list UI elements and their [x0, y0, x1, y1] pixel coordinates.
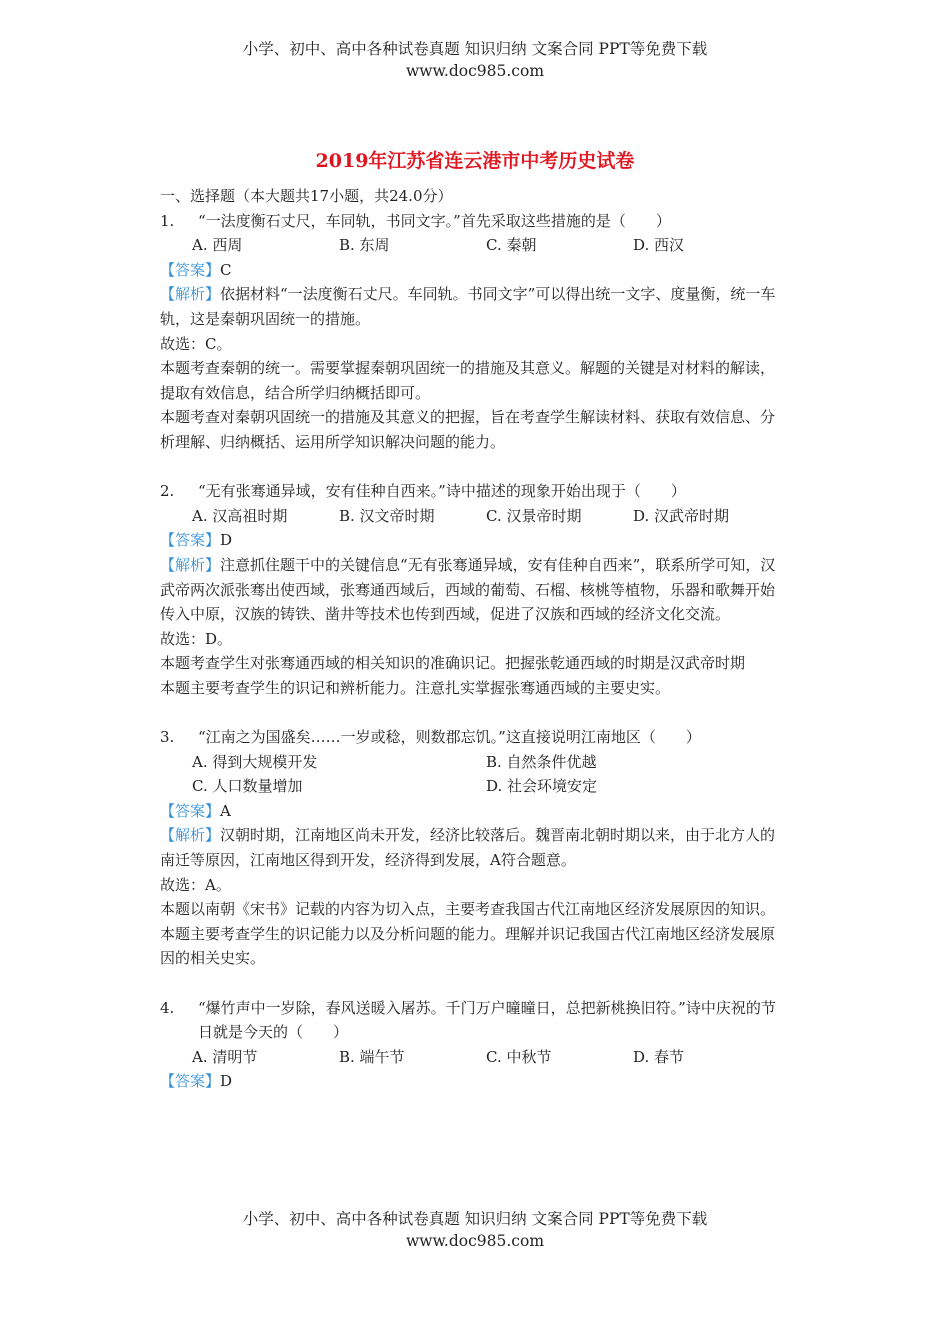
- option-a: A. 得到大规模开发: [192, 752, 318, 771]
- page-footer: [0, 1208, 950, 1252]
- page-title: 2019年江苏省连云港市中考历史试卷: [315, 150, 635, 172]
- question-3-stem: [160, 725, 780, 750]
- question-3-note-1: 本题以南朝《宋书》记载的内容为切入点，主要考查我国古代江南地区经济发展原因的知识。: [160, 900, 776, 919]
- option-c: C. 秦朝: [486, 236, 537, 255]
- option-c: C. 汉景帝时期: [486, 506, 582, 525]
- question-2-note-1: 本题考查学生对张骞通西域的相关知识的准确识记。把握张乾通西域的时期是汉武帝时期: [160, 654, 746, 673]
- option-b: B. 东周: [339, 236, 390, 255]
- question-2-answer: [160, 528, 780, 553]
- analysis-text: 注意抓住题干中的关键信息“无有张骞通异域，安有佳种自西来”，联系所学可知，汉武帝两次派张骞出使西域，张骞通西域后，西域的葡萄、石榴、核桃等植物，乐器和歌舞开始传入中原，汉族的铸铁、凿井等技术也传到西域，促进了汉族和西域的经济文化交流。: [160, 555, 776, 624]
- question-1-stem: [160, 209, 780, 234]
- option-b: B. 自然条件优越: [486, 752, 597, 771]
- question-1-analysis: [160, 282, 780, 331]
- question-3-choice: 故选：A。: [160, 875, 231, 894]
- question-3-options-row-2: [160, 774, 780, 799]
- question-4-answer: [160, 1069, 780, 1094]
- option-d: D. 春节: [633, 1047, 685, 1066]
- header-line-1: 小学、初中、高中各种试卷真题 知识归纳 文案合同 PPT等免费下载: [242, 40, 708, 58]
- question-text: “一法度衡石丈尺，车同轨，书同文字。”首先采取这些措施的是（ ）: [198, 211, 671, 230]
- option-a: A. 西周: [192, 236, 243, 255]
- exam-content: [160, 184, 780, 1094]
- analysis-label: 【解析】: [160, 826, 221, 845]
- question-4-options: [160, 1045, 780, 1070]
- spacer: [160, 700, 780, 725]
- answer-value: C: [220, 260, 232, 279]
- question-1-note-1: 本题考查秦朝的统一。需要掌握秦朝巩固统一的措施及其意义。解题的关键是对材料的解读，提取有效信息，结合所学归纳概括即可。: [160, 359, 776, 402]
- section-heading: 一、选择题（本大题共17小题，共24.0分）: [160, 187, 453, 205]
- question-number: 4.: [160, 998, 175, 1017]
- question-2-stem: [160, 479, 780, 504]
- answer-value: A: [220, 801, 231, 820]
- page-header: [0, 38, 950, 82]
- option-d: D. 西汉: [633, 236, 685, 255]
- analysis-label: 【解析】: [160, 555, 221, 574]
- question-number: 1.: [160, 211, 175, 230]
- spacer: [160, 455, 780, 480]
- analysis-label: 【解析】: [160, 285, 221, 304]
- answer-value: D: [220, 1072, 233, 1091]
- footer-line-1: 小学、初中、高中各种试卷真题 知识归纳 文案合同 PPT等免费下载: [242, 1210, 708, 1228]
- question-4-stem: [160, 996, 780, 1045]
- footer-url: www.doc985.com: [405, 1232, 545, 1250]
- question-1-answer: [160, 258, 780, 283]
- answer-label: 【答案】: [160, 1072, 221, 1091]
- option-b: B. 汉文帝时期: [339, 506, 435, 525]
- question-3-answer: [160, 799, 780, 824]
- option-a: A. 汉高祖时期: [192, 506, 288, 525]
- option-b: B. 端午节: [339, 1047, 405, 1066]
- question-3-options-row-1: [160, 750, 780, 775]
- question-2-choice: 故选：D。: [160, 629, 233, 648]
- analysis-text: 依据材料“一法度衡石丈尺。车同轨。书同文字”可以得出统一文字、度量衡，统一车轨，这是秦朝巩固统一的措施。: [160, 285, 776, 328]
- question-3-note-2: 本题主要考查学生的识记能力以及分析问题的能力。理解并识记我国古代江南地区经济发展原因的相关史实。: [160, 924, 776, 968]
- option-c: C. 人口数量增加: [192, 777, 303, 796]
- question-text: “无有张骞通异域，安有佳种自西来。”诗中描述的现象开始出现于（ ）: [198, 482, 686, 501]
- question-text: “江南之为国盛矣……一岁或稔，则数郡忘饥。”这直接说明江南地区（ ）: [198, 728, 701, 747]
- question-number: 2.: [160, 482, 175, 501]
- header-url: www.doc985.com: [405, 62, 545, 80]
- question-1-note-2: 本题考查对秦朝巩固统一的措施及其意义的把握，旨在考查学生解读材料、获取有效信息、分析理解、归纳概括、运用所学知识解决问题的能力。: [160, 408, 776, 451]
- option-d: D. 汉武帝时期: [633, 506, 730, 525]
- question-2-options: [160, 504, 780, 529]
- spacer: [160, 971, 780, 996]
- question-2-analysis: [160, 553, 780, 627]
- question-1-options: [160, 233, 780, 258]
- question-1-choice: 故选：C。: [160, 334, 232, 353]
- answer-label: 【答案】: [160, 531, 221, 550]
- answer-label: 【答案】: [160, 260, 221, 279]
- question-number: 3.: [160, 728, 175, 747]
- option-c: C. 中秋节: [486, 1047, 552, 1066]
- answer-label: 【答案】: [160, 801, 221, 820]
- option-d: D. 社会环境安定: [486, 777, 598, 796]
- answer-value: D: [220, 531, 233, 550]
- question-2-note-2: 本题主要考查学生的识记和辨析能力。注意扎实掌握张骞通西域的主要史实。: [160, 678, 671, 697]
- analysis-text: 汉朝时期，江南地区尚未开发，经济比较落后。魏晋南北朝时期以来，由于北方人的南迁等原因，江南地区得到开发，经济得到发展，A符合题意。: [160, 826, 776, 870]
- option-a: A. 清明节: [192, 1047, 258, 1066]
- question-3-analysis: [160, 823, 780, 872]
- question-text: “爆竹声中一岁除，春风送暖入屠苏。千门万户曈曈日，总把新桃换旧符。”诗中庆祝的节日就是今天的（ ）: [198, 998, 776, 1042]
